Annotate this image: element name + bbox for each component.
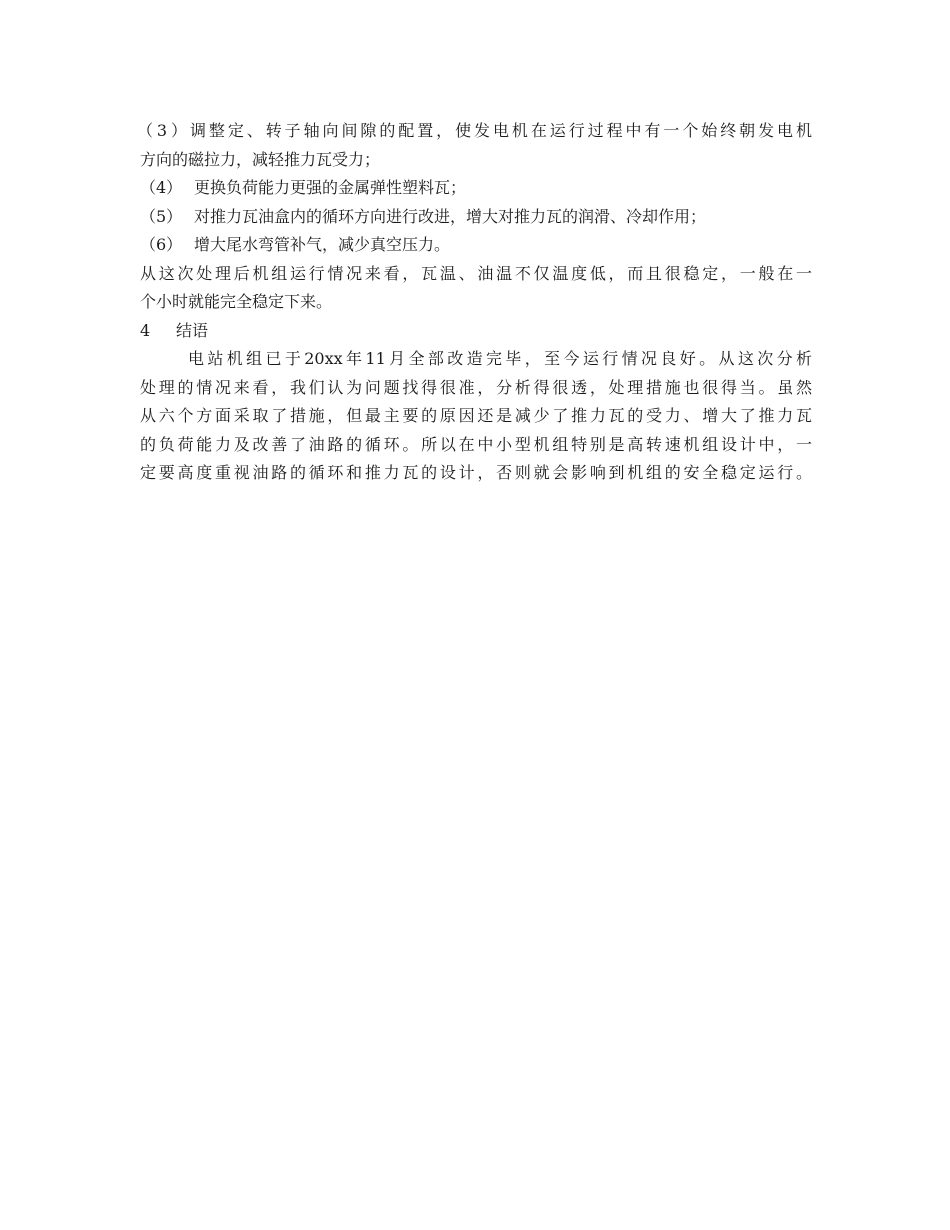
section-title: 结语 xyxy=(176,320,209,340)
summary-text: 个小时就能完全稳定下来。 xyxy=(140,292,333,311)
conclusion-text: 定要高度重视油路的循环和推力瓦的设计，否则就会影响到机组的安全稳定运行。 xyxy=(140,463,812,482)
summary-paragraph-line-2 xyxy=(140,288,812,317)
conclusion-line-2 xyxy=(140,374,812,403)
conclusion-line-1 xyxy=(140,345,812,374)
summary-text: 从这次处理后机组运行情况来看，瓦温、油温不仅温度低，而且很稳定，一般在一 xyxy=(140,263,812,283)
conclusion-line-3 xyxy=(140,402,812,431)
list-item-number: （4） xyxy=(140,178,183,197)
section-number: 4 xyxy=(140,320,151,340)
conclusion-text: 电站机组已于20xx年11月全部改造完毕，至今运行情况良好。从这次分析 xyxy=(188,349,812,368)
list-item-number: （3） xyxy=(137,121,187,140)
list-item-5 xyxy=(140,203,812,232)
list-item-text: 调整定、转子轴向间隙的配置，使发电机在运行过程中有一个始终朝发电机 xyxy=(187,121,812,140)
list-item-text: 增大尾水弯管补气，减少真空压力。 xyxy=(194,235,451,254)
conclusion-text: 从六个方面采取了措施，但最主要的原因还是减少了推力瓦的受力、增大了推力瓦 xyxy=(140,406,812,425)
conclusion-text: 处理的情况来看，我们认为问题找得很准，分析得很透，处理措施也很得当。虽然 xyxy=(140,377,812,397)
list-item-number: （5） xyxy=(140,206,183,226)
list-item-text: 更换负荷能力更强的金属弹性塑料瓦； xyxy=(194,178,467,197)
document-body xyxy=(137,117,812,488)
list-item-number: （6） xyxy=(140,235,183,254)
conclusion-text: 的负荷能力及改善了油路的循环。所以在中小型机组特别是高转速机组设计中，一 xyxy=(140,434,812,454)
summary-paragraph-line-1 xyxy=(140,260,812,289)
list-item-6 xyxy=(140,231,812,260)
list-item-4 xyxy=(140,174,812,203)
list-item-3-line-2 xyxy=(140,146,812,175)
conclusion-line-5 xyxy=(140,459,812,488)
list-item-3-line-1 xyxy=(137,117,812,146)
list-item-text: 方向的磁拉力，减轻推力瓦受力； xyxy=(140,149,381,169)
conclusion-line-4 xyxy=(140,431,812,460)
section-heading xyxy=(140,317,812,346)
list-item-text: 对推力瓦油盒内的循环方向进行改进，增大对推力瓦的润滑、冷却作用； xyxy=(194,206,707,226)
